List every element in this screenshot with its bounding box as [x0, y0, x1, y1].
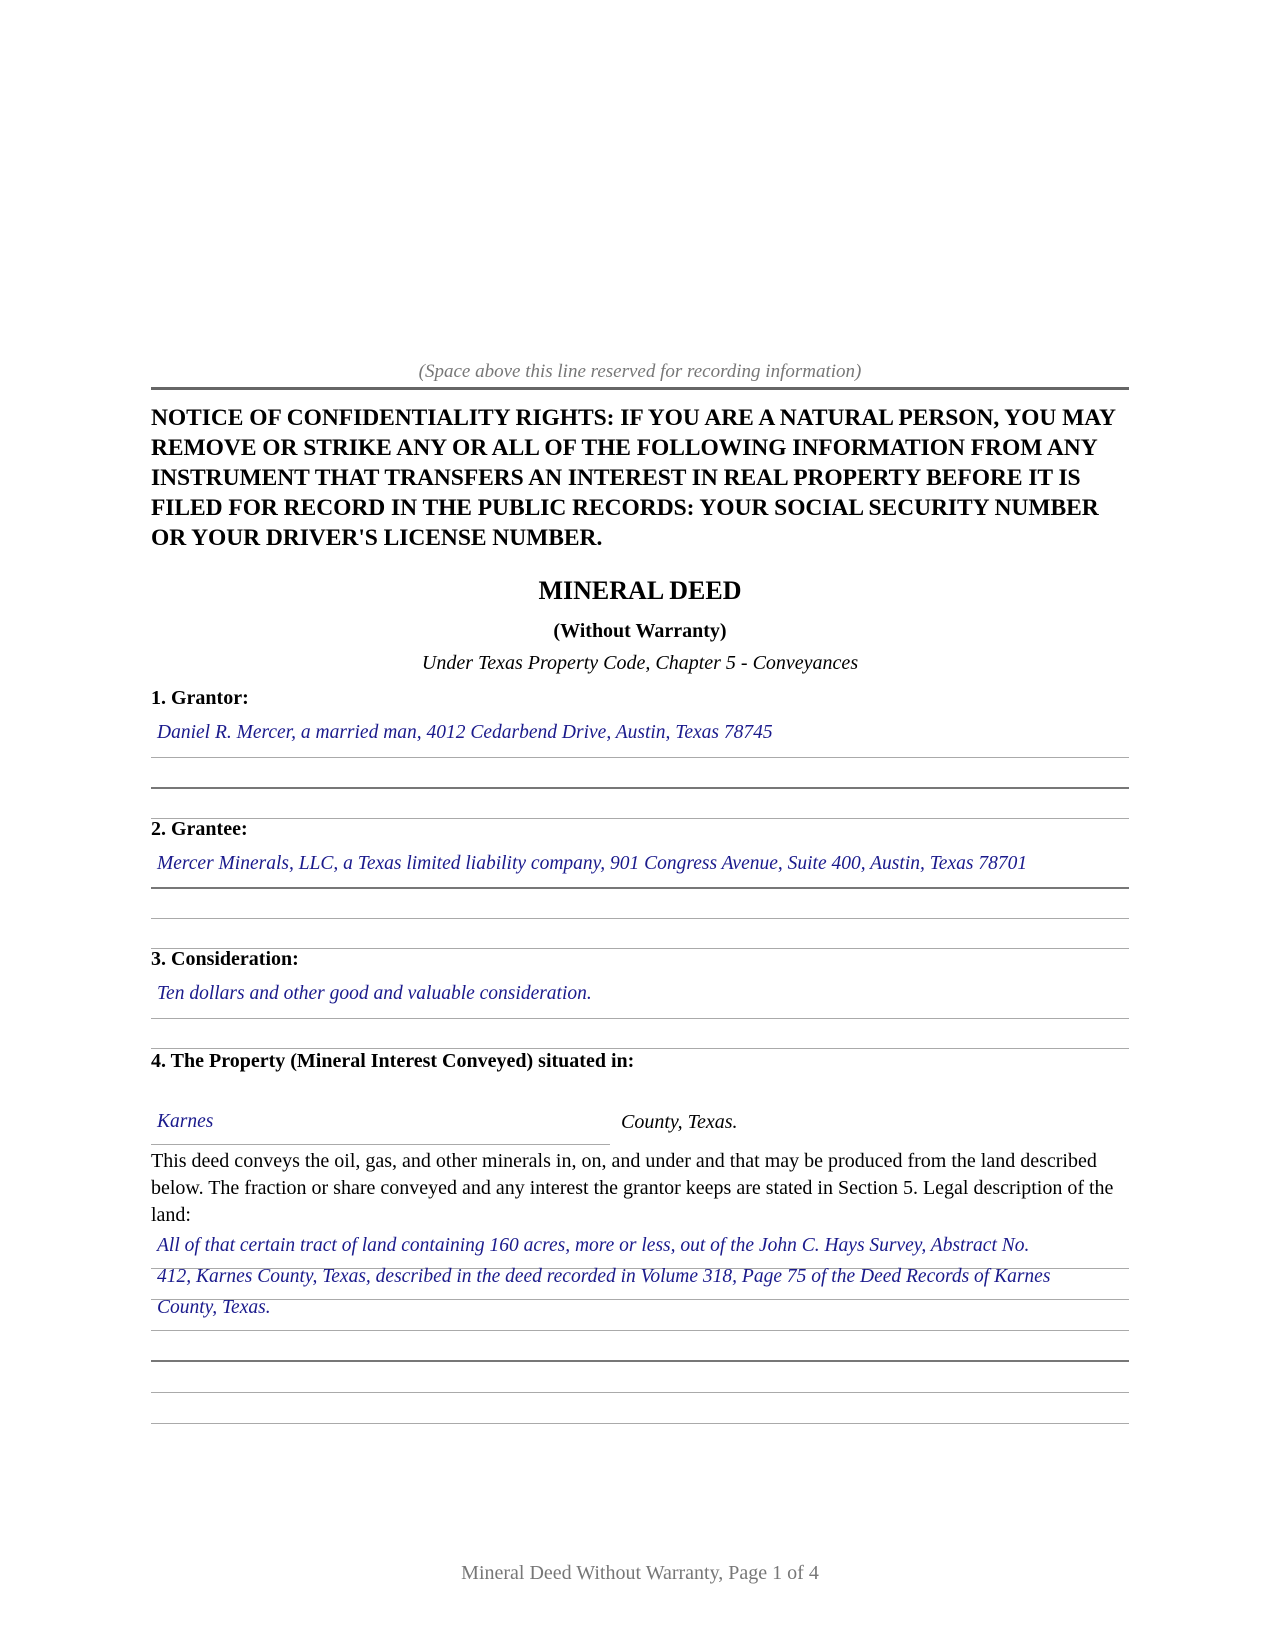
field-line	[151, 887, 1129, 889]
grantee-field[interactable]: Mercer Minerals, LLC, a Texas limited liability company, 901 Congress Avenue, Suite 400, Austin, Texas 78701	[157, 853, 1028, 874]
field-line	[151, 1360, 1129, 1362]
page-footer: Mineral Deed Without Warranty, Page 1 of 4	[461, 1562, 819, 1584]
field-line	[151, 1423, 1129, 1424]
field-line	[151, 918, 1129, 919]
grantee-label: 2. Grantee:	[151, 818, 248, 840]
field-line	[151, 1330, 1129, 1331]
field-line	[151, 1392, 1129, 1393]
document-title: MINERAL DEED	[538, 576, 742, 605]
consideration-label: 3. Consideration:	[151, 948, 299, 970]
consideration-field[interactable]: Ten dollars and other good and valuable consideration.	[157, 983, 592, 1004]
recording-space-note: (Space above this line reserved for recording information)	[418, 361, 862, 382]
legal-description-line[interactable]: County, Texas.	[157, 1297, 271, 1318]
document-subtitle: (Without Warranty)	[553, 620, 727, 642]
confidentiality-notice: NOTICE OF CONFIDENTIALITY RIGHTS: IF YOU ARE A NATURAL PERSON, YOU MAY REMOVE OR STRIKE ANY OR ALL OF THE FOLLOWING INFORMATION FROM ANY INSTRUMENT THAT TRANSFERS AN INTEREST IN REAL PROPERTY BEFORE IT IS FILED FOR RECORD IN THE PUBLIC RECORDS: YOUR SOCIAL SECURITY NUMBER OR YOUR DRIVER'S LICENSE NUMBER.	[151, 405, 1116, 551]
recording-divider	[151, 387, 1129, 390]
statute-reference: Under Texas Property Code, Chapter 5 - Conveyances	[421, 652, 859, 674]
legal-description-line[interactable]: 412, Karnes County, Texas, described in the deed recorded in Volume 318, Page 75 of the Deed Records of Karnes	[157, 1266, 1051, 1287]
grantor-label: 1. Grantor:	[151, 687, 249, 709]
county-line	[151, 1144, 610, 1145]
legal-description-line[interactable]: All of that certain tract of land containing 160 acres, more or less, out of the John C. Hays Survey, Abstract No.	[157, 1235, 1030, 1256]
field-line	[151, 787, 1129, 789]
field-line	[151, 1048, 1129, 1049]
grantor-field[interactable]: Daniel R. Mercer, a married man, 4012 Cedarbend Drive, Austin, Texas 78745	[157, 722, 773, 743]
field-line	[151, 818, 1129, 819]
field-line	[151, 757, 1129, 758]
county-field[interactable]: Karnes	[157, 1111, 214, 1132]
property-label: 4. The Property (Mineral Interest Conveyed) situated in:	[151, 1050, 635, 1072]
county-suffix: County, Texas.	[621, 1111, 738, 1133]
field-line	[151, 1018, 1129, 1019]
property-description-intro: This deed conveys the oil, gas, and other minerals in, on, and under and that may be produced from the land described below. The fraction or share conveyed and any interest the grantor keeps are stated in Section 5. Legal description of the land:	[151, 1150, 1114, 1226]
